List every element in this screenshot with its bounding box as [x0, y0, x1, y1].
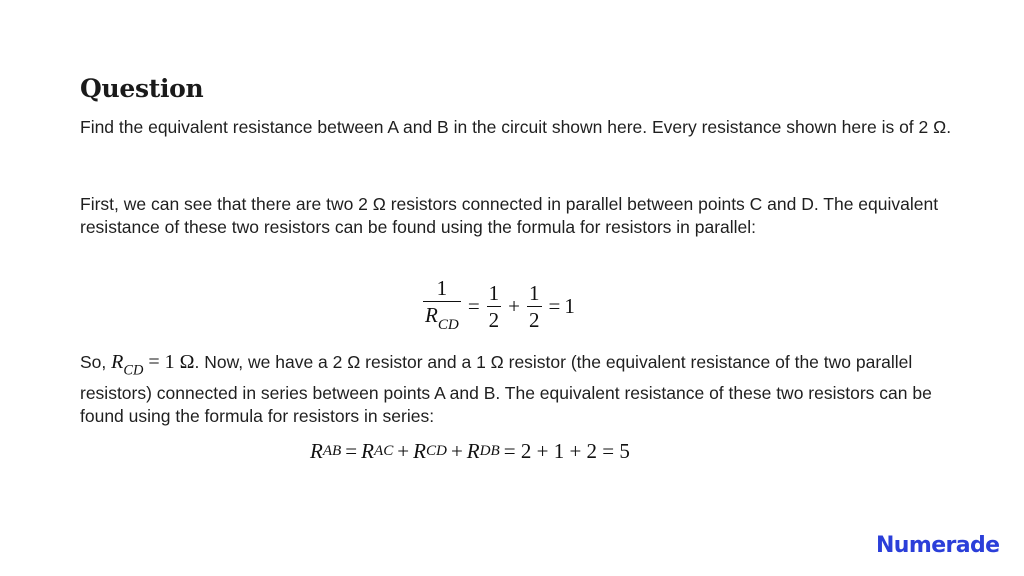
- equals-sign: =: [548, 293, 561, 318]
- equation-parallel: [420, 275, 575, 334]
- equation-series: R AB = R AC + R CD + R DB = 2 + 1 + 2 = 5: [310, 438, 630, 463]
- fraction-term-2: $\frac{1}{2}$: [529, 280, 540, 332]
- solution-paragraph-1: First, we can see that there are two 2 Ω resistors connected in parallel between points C and D. The equivalent resistance of these two resistors can be found using the formula for resistors in parallel:: [80, 194, 939, 237]
- inline-math-rcd: $R_{CD} = 1$ Ω: [111, 351, 195, 379]
- fraction-term-1: $\frac{1}{2}$: [488, 280, 500, 332]
- fraction-lhs: [423, 277, 461, 336]
- plus-sign: +: [508, 293, 521, 318]
- fraction-numerator: 1: [436, 275, 448, 300]
- solution-paragraph-2: So, $R_{CD} = 1$ Ω. Now, we have a 2 Ω resistor and a 1 Ω resistor (the equivalent resistance of the two parallel resistors) connected in series between points A and B. The equivalent resistance of these two resistors can be found using the formula for resistors in series:: [80, 351, 932, 427]
- equals-sign: =: [467, 293, 480, 318]
- equation-result: 1: [564, 293, 575, 318]
- question-text: Find the equivalent resistance between A and B in the circuit shown here. Every resistance shown here is of 2 Ω.: [80, 117, 952, 137]
- fraction-denominator: $R_{CD}$: [423, 301, 461, 336]
- question-heading: Question: [80, 74, 204, 103]
- numerade-logo: Numerade: [876, 533, 1000, 558]
